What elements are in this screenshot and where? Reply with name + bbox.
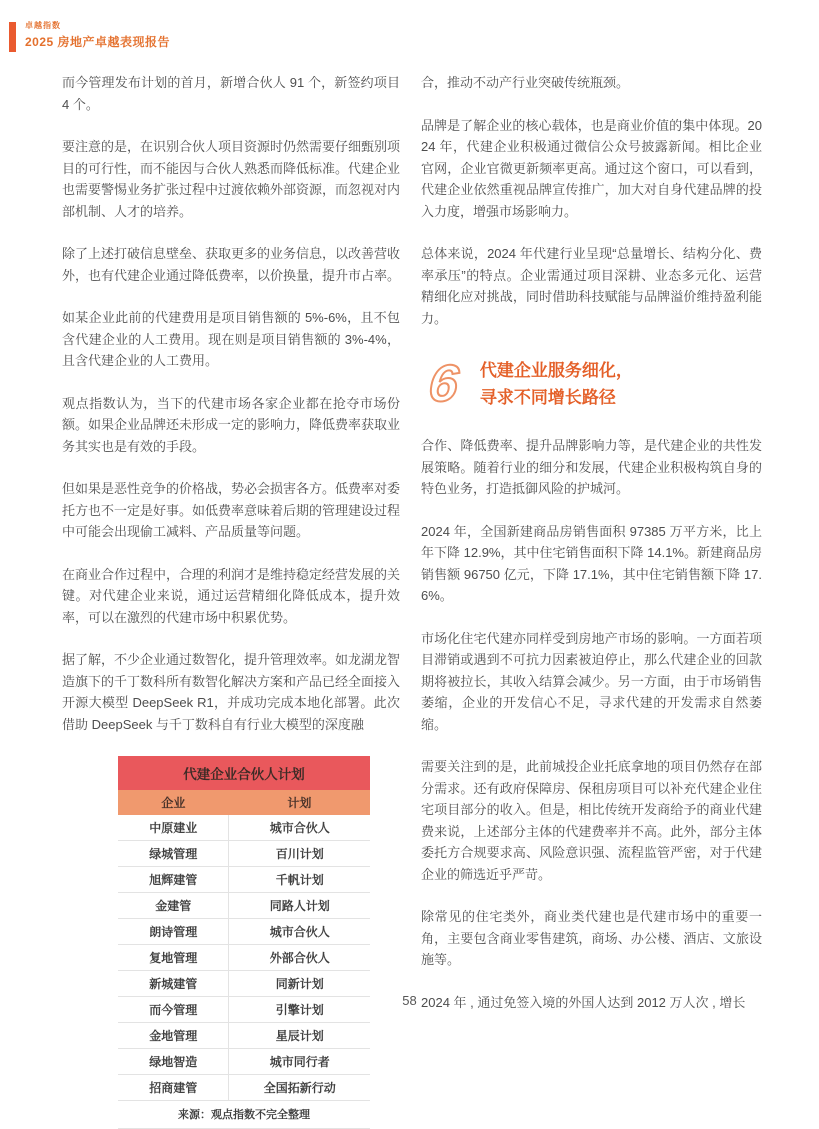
left-column (62, 72, 400, 1129)
table-header-row (118, 790, 370, 815)
cell-plan: 外部合伙人 (269, 951, 330, 965)
paragraph: 除了上述打破信息壁垒、获取更多的业务信息，以改善营收外，也有代建企业通过降低费率，以价换量，提升市占率。 (62, 246, 401, 283)
table-row (118, 841, 370, 867)
cell-company: 中原建业 (118, 815, 229, 840)
section-title-line2: 寻求不同增长路径 (479, 388, 616, 407)
paragraph: 而今管理发布计划的首月，新增合伙人 91 个，新签约项目 4 个。 (62, 75, 400, 112)
paragraph: 要注意的是，在识别合伙人项目资源时仍然需要仔细甄别项目的可行性，而不能因与合伙人熟悉而降低标准。代建企业也需要警惕业务扩张过程中过渡依赖外部资源，而忽视对内部机制、人才的培养。 (62, 139, 401, 219)
cell-plan: 星辰计划 (275, 1029, 324, 1043)
cell-company: 绿城管理 (118, 841, 229, 866)
paragraph: 如某企业此前的代建费用是项目销售额的 5%-6%，且不包含代建企业的人工费用。现在则是项目销售额的 3%-4%，且含代建企业的人工费用。 (62, 310, 400, 368)
cell-company: 金地管理 (118, 1023, 229, 1048)
paragraph: 总体来说，2024 年代建行业呈现“总量增长、结构分化、费率承压”的特点。企业需通过项目深耕、业态多元化、运营精细化应对挑战，同时借助科技赋能与品牌溢价维持盈利能力。 (421, 246, 762, 326)
cell-company: 绿地智造 (118, 1049, 229, 1074)
cell-company: 复地管理 (118, 945, 229, 970)
section-6-heading (425, 354, 762, 413)
table-row (118, 1075, 370, 1101)
paragraph: 2024 年 , 通过免签入境的外国人达到 2012 万人次 , 增长 (421, 994, 746, 1010)
cell-company: 朗诗管理 (118, 919, 229, 944)
report-title: 2025 房地产卓越表现报告 (25, 35, 171, 49)
brand-text (25, 20, 170, 50)
cell-company: 旭辉建管 (118, 867, 229, 892)
table-title: 代建企业合伙人计划 (118, 756, 370, 790)
paragraph: 据了解，不少企业通过数智化，提升管理效率。如龙湖龙智造旗下的千丁数科所有数智化解决方案和产品已经全面接入开源大模型 DeepSeek R1，并成功完成本地化部署。此次借助 DeepSeek 与千丁数科自有行业大模型的深度融 (62, 652, 401, 732)
right-column (421, 72, 762, 1034)
cell-plan: 引擎计划 (275, 1003, 324, 1017)
cell-company: 新城建管 (118, 971, 229, 996)
partner-plan-table (118, 756, 370, 1129)
cell-company: 金建管 (118, 893, 229, 918)
table-header-company: 企业 (161, 796, 186, 810)
cell-plan: 同新计划 (275, 977, 324, 991)
paragraph: 2024 年，全国新建商品房销售面积 97385 万平方米，比上年下降 12.9%，其中住宅销售面积下降 14.1%。新建商品房销售额 96750 亿元，下降 17.1%，其中住宅销售额下降 17.6%。 (421, 523, 762, 603)
table-row (118, 1023, 370, 1049)
cell-plan: 全国拓新行动 (263, 1081, 336, 1095)
paragraph: 在商业合作过程中，合理的利润才是维持稳定经营发展的关键。对代建企业来说，通过运营精细化降低成本，提升效率，可以在激烈的代建市场中积累优势。 (62, 566, 401, 625)
table-row (118, 1049, 370, 1075)
section-number: 6 (425, 354, 462, 413)
cell-plan: 同路人计划 (269, 899, 330, 913)
paragraph: 观点指数认为，当下的代建市场各家企业都在抢夺市场份额。如果企业品牌还未形成一定的影响力，降低费率获取业务其实也是有效的手段。 (62, 395, 401, 454)
paragraph: 合，推动不动产行业突破传统瓶颈。 (421, 75, 630, 90)
paragraph: 品牌是了解企业的核心载体，也是商业价值的集中体现。2024 年，代建企业积极通过微信公众号披露新闻。相比企业官网，企业官微更新频率更高。通过这个窗口，可以看到，代建企业依然重视品牌宣传推广，加大对自身代建品牌的投入力度，增强市场影响力。 (421, 117, 762, 219)
paragraph: 除常见的住宅类外，商业类代建也是代建市场中的重要一角，主要包含商业零售建筑，商场、办公楼、酒店、文旅设施等。 (421, 909, 762, 967)
table-row (118, 919, 370, 945)
cell-company: 而今管理 (118, 997, 229, 1022)
cell-plan: 千帆计划 (275, 873, 324, 887)
section-title (480, 357, 633, 411)
brand-logo-bar-icon (9, 22, 16, 52)
brand-header (9, 20, 170, 52)
cell-plan: 城市合伙人 (269, 821, 330, 835)
paragraph: 需要关注到的是，此前城投企业托底拿地的项目仍然存在部分需求。还有政府保障房、保租房项目可以补充代建企业住宅项目部分的收入。但是，相比传统开发商给予的商业代建费来说，上述部分主体的代建费率并不高。此外，部分主体委托方合规要求高、风险意识强、流程监管严密，对于代建企业的筛选近乎严苛。 (421, 759, 762, 882)
table-row (118, 867, 370, 893)
table-row (118, 893, 370, 919)
table-source-note: 来源：观点指数不完全整理 (118, 1101, 370, 1129)
cell-plan: 城市同行者 (269, 1055, 330, 1069)
cell-company: 招商建管 (118, 1075, 229, 1100)
paragraph: 但如果是恶性竞争的价格战，势必会损害各方。低费率对委托方也不一定是好事。如低费率意味着后期的管理建设过程中可能会出现偷工减料、产品质量等问题。 (62, 481, 401, 539)
section-title-line1: 代建企业服务细化， (479, 361, 633, 380)
cell-plan: 百川计划 (275, 847, 324, 861)
brand-name: 卓越指数 (25, 21, 61, 30)
page-number: 58 (402, 993, 417, 1008)
table-header-plan: 计划 (287, 796, 312, 810)
paragraph: 市场化住宅代建亦同样受到房地产市场的影响。一方面若项目滞销或遇到不可抗力因素被迫停止，那么代建企业的回款期将被拉长，其收入结算会减少。另一方面，由于市场销售萎缩，企业的开发信心不足，寻求代建的开发需求自然萎缩。 (421, 630, 762, 732)
table-row (118, 945, 370, 971)
table-row (118, 815, 370, 841)
paragraph: 合作、降低费率、提升品牌影响力等，是代建企业的共性发展策略。随着行业的细分和发展，代建企业积极构筑自身的特色业务，打造抵御风险的护城河。 (421, 438, 762, 496)
cell-plan: 城市合伙人 (269, 925, 330, 939)
